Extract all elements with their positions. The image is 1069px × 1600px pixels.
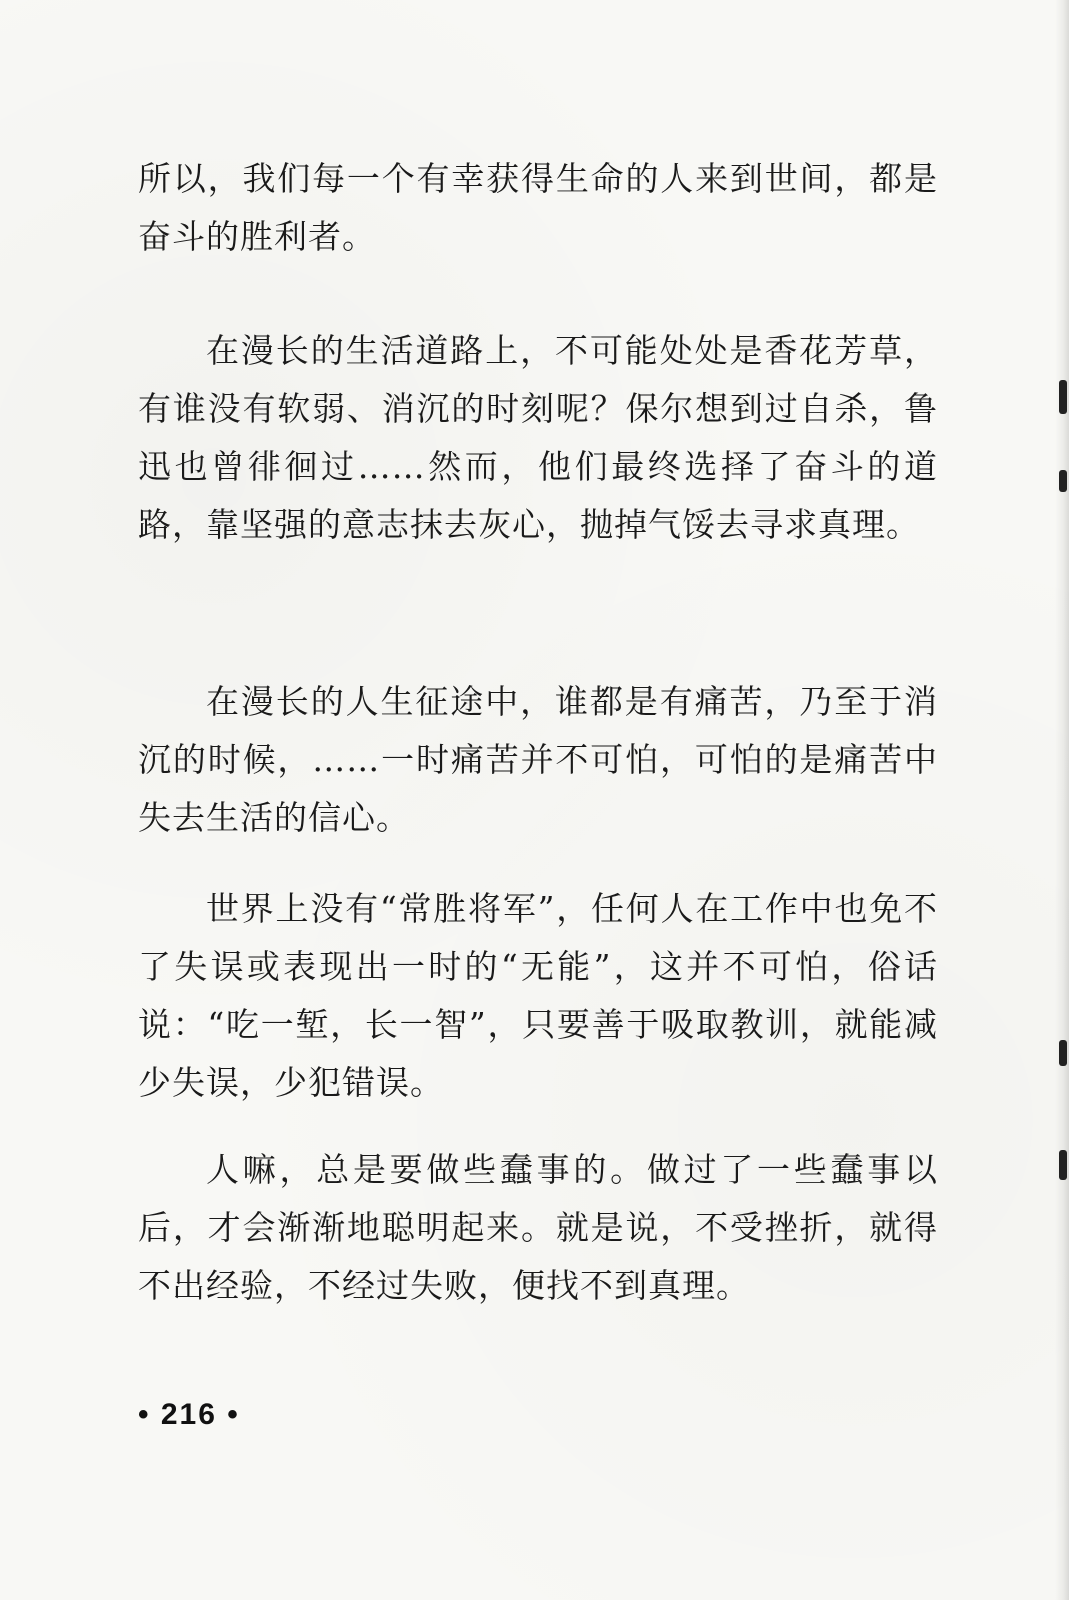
paragraph-block	[138, 1141, 938, 1315]
paragraph: 所以，我们每一个有幸获得生命的人来到世间，都是奋斗的胜利者。	[138, 159, 938, 256]
scan-mark	[1059, 1150, 1067, 1180]
page-edge-shadow	[1055, 0, 1069, 1600]
paragraph-block	[138, 673, 938, 847]
paragraph: 在漫长的人生征途中，谁都是有痛苦，乃至于消沉的时候，……一时痛苦并不可怕，可怕的是痛苦中失去生活的信心。	[138, 682, 938, 837]
paragraph-block	[138, 150, 938, 266]
paragraph: 在漫长的生活道路上，不可能处处是香花芳草，有谁没有软弱、消沉的时刻呢？保尔想到过自杀，鲁迅也曾徘徊过……然而，他们最终选择了奋斗的道路，靠坚强的意志抹去灰心，抛掉气馁去寻求真理。	[138, 331, 938, 544]
paragraph: 世界上没有“常胜将军”，任何人在工作中也免不了失误或表现出一时的“无能”，这并不可怕，俗话说：“吃一堑，长一智”，只要善于吸取教训，就能减少失误，少犯错误。	[138, 889, 938, 1102]
paragraph: 人嘛，总是要做些蠢事的。做过了一些蠢事以后，才会渐渐地聪明起来。就是说，不受挫折，就得不出经验，不经过失败，便找不到真理。	[138, 1150, 938, 1305]
paragraph-block	[138, 880, 938, 1112]
scan-mark	[1059, 380, 1067, 414]
paragraph-block	[138, 322, 938, 554]
scan-mark	[1059, 1040, 1067, 1066]
page-number: • 216 •	[138, 1398, 240, 1431]
scan-mark	[1059, 470, 1067, 492]
